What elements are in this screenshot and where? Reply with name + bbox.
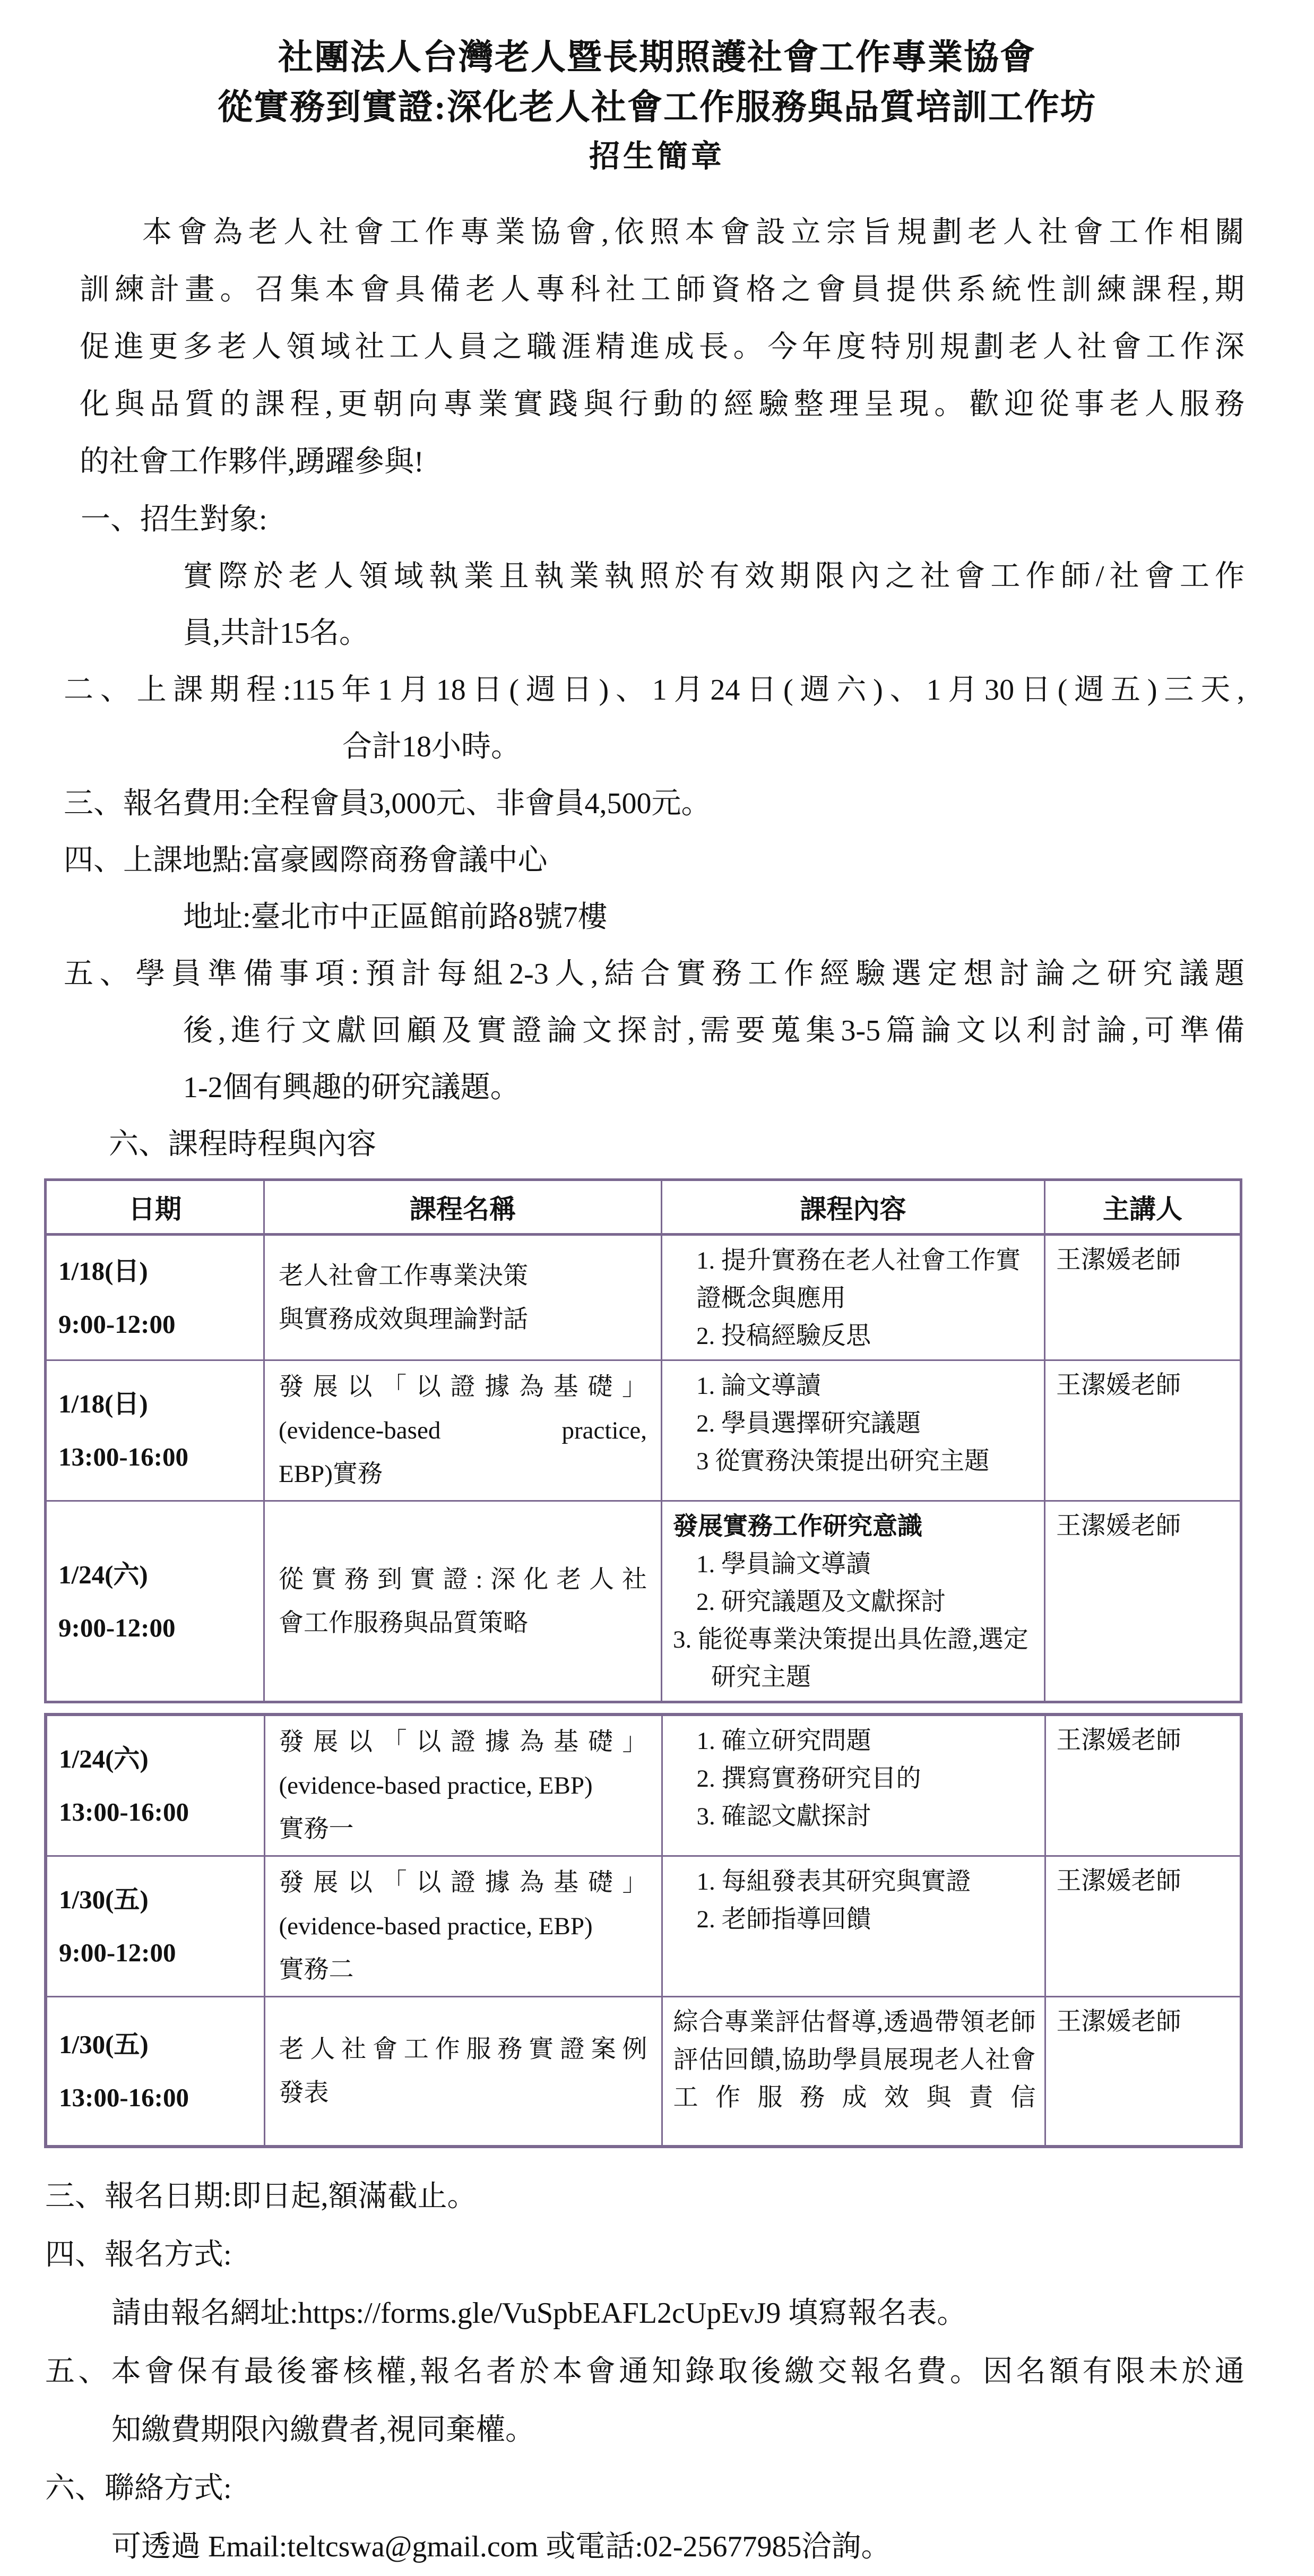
date-line: 1/30(五): [59, 1885, 149, 1914]
cell-speaker: 王潔媛老師: [1045, 1856, 1241, 1997]
name-line: 老人社會工作專業決策: [279, 1262, 528, 1290]
name-line: 從實務到實證:深化老人社: [279, 1565, 647, 1593]
cell-speaker: 王潔媛老師: [1045, 1360, 1241, 1501]
name-line: 發展以「以證據為基礎」: [279, 1728, 647, 1756]
content-item: 綜合專業評估督導,透過帶領老師評估回饋,協助學員展現老人社會工作服務成效與責信: [673, 2009, 1036, 2112]
item-reg-date: 三、報名日期:即日起,額滿截止。: [45, 2179, 477, 2213]
time-line: 13:00-16:00: [58, 1442, 188, 1471]
date-line: 1/30(五): [59, 2029, 149, 2059]
course-schedule-table-upper: [44, 1178, 1242, 1703]
item-preparation: 五、學員準備事項:預計每組2-3人,結合實務工作經驗選定想討論之研究議題: [64, 958, 1244, 990]
cell-course-name: [264, 1360, 662, 1501]
content-item: 1. 確立研究問題: [696, 1727, 871, 1755]
name-line: (evidence-based practice, EBP): [279, 1912, 593, 1940]
name-line: 發表: [279, 2079, 329, 2107]
name-line: 實務二: [279, 1956, 354, 1984]
cell-speaker: 王潔媛老師: [1045, 1235, 1241, 1360]
intro-line: 化與品質的課程,更朝向專業實踐與行動的經驗整理呈現。歡迎從事老人服務: [80, 388, 1244, 421]
intro-line: 本會為老人社會工作專業協會,依照本會設立宗旨規劃老人社會工作相關: [142, 216, 1244, 249]
content-item: 2. 學員選擇研究議題: [696, 1410, 921, 1437]
course-schedule-table-lower: [44, 1713, 1243, 2148]
item-location-address: 地址:臺北市中正區館前路8號7樓: [183, 901, 608, 934]
name-line: (evidence-based practice,: [279, 1417, 647, 1444]
time-line: 13:00-16:00: [59, 1797, 189, 1827]
enrollment-info-list: [0, 492, 1244, 1173]
col-header-date: 日期: [46, 1180, 264, 1235]
cell-course-name: [264, 1235, 662, 1360]
name-line: 老人社會工作服務實證案例: [279, 2035, 647, 2063]
time-line: 9:00-12:00: [58, 1613, 176, 1642]
col-header-speaker: 主講人: [1045, 1180, 1241, 1235]
content-item-bold: 發展實務工作研究意識: [673, 1513, 922, 1540]
intro-paragraph: [80, 204, 1244, 490]
table-row: [46, 1856, 1241, 1997]
item-curriculum-label: 六、課程時程與內容: [109, 1128, 376, 1161]
item-review-right2: 知繳費期限內繳費者,視同棄權。: [111, 2413, 535, 2446]
cell-course-content: [662, 1856, 1045, 1997]
org-title: 社團法人台灣老人暨長期照護社會工作專業協會: [278, 38, 1036, 77]
name-line: 會工作服務與品質策略: [279, 1609, 528, 1637]
date-line: 1/24(六): [59, 1744, 149, 1773]
table-row: [46, 1997, 1241, 2147]
table-row: [46, 1501, 1241, 1702]
document-header: [0, 0, 1314, 180]
cell-course-name: [264, 1715, 662, 1856]
name-line: EBP)實務: [279, 1460, 383, 1488]
cell-course-content: [662, 1235, 1045, 1360]
content-item: 3. 確認文獻探討: [696, 1803, 871, 1830]
item-target-text: 員,共計15名。: [183, 617, 369, 650]
cell-course-content: [662, 1360, 1045, 1501]
cell-course-content: [662, 1501, 1045, 1702]
table-row: [46, 1360, 1241, 1501]
item-schedule: 二、上課期程:115年1月18日(週日)、1月24日(週六)、1月30日(週五)三天,: [64, 674, 1244, 707]
time-line: 13:00-16:00: [59, 2082, 189, 2112]
date-line: 1/24(六): [58, 1560, 148, 1589]
col-header-name: 課程名稱: [264, 1180, 662, 1235]
registration-info-list: [0, 2167, 1244, 2576]
intro-line: 的社會工作夥伴,踴躍參與!: [80, 445, 424, 478]
item-reg-url: 請由報名網址:https://forms.gle/VuSpbEAFL2cUpEvJ9 填寫報名表。: [111, 2296, 967, 2330]
item-schedule-hours: 合計18小時。: [342, 730, 521, 763]
cell-course-content: [662, 1997, 1045, 2147]
content-item: 2. 投稿經驗反思: [696, 1322, 871, 1350]
cell-course-name: [264, 1997, 662, 2147]
cell-course-content: [662, 1715, 1045, 1856]
cell-date: [46, 1856, 264, 1997]
content-item: 2. 撰寫實務研究目的: [696, 1765, 921, 1793]
item-reg-method: 四、報名方式:: [45, 2238, 232, 2271]
brochure-title: 招生簡章: [589, 139, 725, 174]
item-contact-detail: 可透過 Email:teltcswa@gmail.com 或電話:02-25677985洽詢。: [111, 2530, 891, 2563]
intro-line: 訓練計畫。召集本會具備老人專科社工師資格之會員提供系統性訓練課程,期: [80, 273, 1244, 306]
cell-course-name: [264, 1856, 662, 1997]
item-target-text: 實際於老人領域執業且執業執照於有效期限內之社會工作師/社會工作: [183, 560, 1244, 593]
workshop-title: 從實務到實證:深化老人社會工作服務與品質培訓工作坊: [218, 88, 1096, 127]
content-item: 1. 每組發表其研究與實證: [696, 1868, 971, 1896]
name-line: 發展以「以證據為基礎」: [279, 1869, 647, 1897]
cell-speaker: 王潔媛老師: [1045, 1997, 1241, 2147]
cell-course-name: [264, 1501, 662, 1702]
cell-speaker: 王潔媛老師: [1045, 1501, 1241, 1702]
intro-line: 促進更多老人領域社工人員之職涯精進成長。今年度特別規劃老人社會工作深: [80, 331, 1244, 364]
table-row: [46, 1715, 1241, 1856]
name-line: (evidence-based practice, EBP): [279, 1772, 593, 1799]
content-item: 1. 提升實務在老人社會工作實證概念與應用: [696, 1247, 1021, 1312]
cell-date: [46, 1235, 264, 1360]
cell-date: [46, 1997, 264, 2147]
content-item: 1. 論文導讀: [696, 1372, 821, 1400]
col-header-content: 課程內容: [662, 1180, 1045, 1235]
item-fee: 三、報名費用:全程會員3,000元、非會員4,500元。: [64, 787, 711, 820]
cell-date: [46, 1501, 264, 1702]
date-line: 1/18(日): [58, 1389, 148, 1418]
content-item: 3 從實務決策提出研究主題: [696, 1448, 990, 1475]
name-line: 發展以「以證據為基礎」: [279, 1373, 647, 1401]
item-preparation-text: 1-2個有興趣的研究議題。: [183, 1071, 520, 1104]
cell-date: [46, 1715, 264, 1856]
content-item: 2. 研究議題及文獻探討: [696, 1588, 946, 1616]
table-row: [46, 1235, 1241, 1360]
content-item: 1. 學員論文導讀: [696, 1550, 871, 1578]
time-line: 9:00-12:00: [59, 1938, 176, 1967]
content-item: 2. 老師指導回饋: [696, 1906, 871, 1933]
item-location: 四、上課地點:富豪國際商務會議中心: [64, 844, 548, 877]
item-preparation-text: 後,進行文獻回顧及實證論文探討,需要蒐集3-5篇論文以利討論,可準備: [183, 1014, 1244, 1047]
name-line: 與實務成效與理論對話: [279, 1305, 528, 1333]
date-line: 1/18(日): [58, 1256, 148, 1286]
cell-date: [46, 1360, 264, 1501]
name-line: 實務一: [279, 1815, 354, 1843]
item-review-right: 五、本會保有最後審核權,報名者於本會通知錄取後繳交報名費。因名額有限未於通: [45, 2355, 1244, 2388]
content-item: 3. 能從專業決策提出具佐證,選定研究主題: [673, 1626, 1028, 1691]
item-contact: 六、聯絡方式:: [45, 2471, 232, 2505]
table-header-row: [46, 1180, 1241, 1235]
item-target-label: 一、招生對象:: [81, 503, 267, 536]
cell-speaker: 王潔媛老師: [1045, 1715, 1241, 1856]
time-line: 9:00-12:00: [58, 1309, 176, 1339]
